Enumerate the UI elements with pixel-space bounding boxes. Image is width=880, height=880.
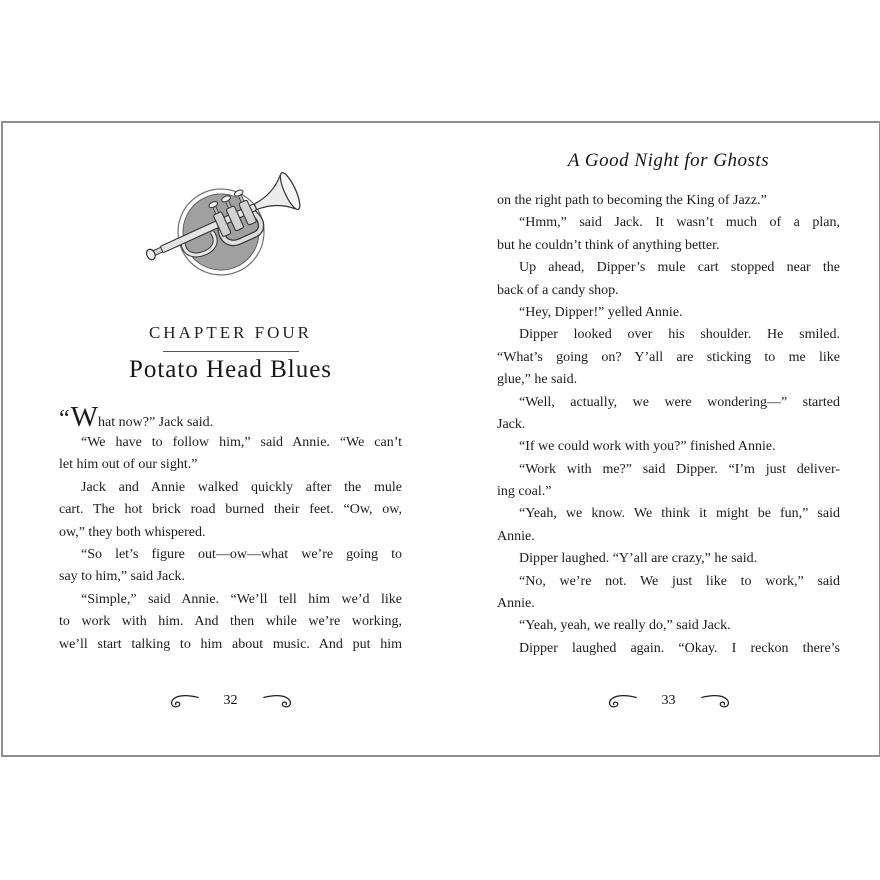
text-line: Dipper looked over his shoulder. He smiled.	[519, 327, 840, 343]
chapter-title: Potato Head Blues	[128, 356, 333, 383]
text-line: on the right path to becoming the King of Jazz.”	[497, 193, 767, 208]
opening-quote: “	[59, 406, 71, 432]
opening-line-rest: hat now?” Jack said.	[98, 415, 214, 430]
text-line: “Yeah, we know. We think it might be fun,” said	[519, 506, 840, 522]
text-line: ow,” they both whispered.	[59, 524, 206, 540]
book-spread	[1, 121, 880, 757]
text-line: “Hmm,” said Jack. It wasn’t much of a plan,	[519, 215, 840, 231]
page-right	[497, 123, 840, 755]
text-line: “Well, actually, we were wondering—” started	[519, 394, 840, 410]
page-number: 33	[661, 693, 676, 708]
text-line: ing coal.”	[497, 484, 552, 500]
trumpet-illustration	[135, 161, 317, 299]
swirl-ornament-icon	[262, 693, 294, 709]
page-footer-left	[59, 693, 402, 709]
text-line: Dipper laughed. “Y’all are crazy,” he said.	[519, 551, 758, 567]
text-line: “What’s going on? Y’all are sticking to me like	[497, 349, 840, 365]
text-line: “Work with me?” said Dipper. “I’m just deliver-	[519, 461, 840, 477]
text-line: Up ahead, Dipper’s mule cart stopped near the	[519, 260, 840, 276]
text-line: “Simple,” said Annie. “We’ll tell him we’d like	[81, 591, 402, 607]
text-line: cart. The hot brick road burned their feet. “Ow, ow,	[59, 502, 402, 518]
text-line: “So let’s figure out—ow—what we’re going to	[81, 546, 402, 562]
body-text-left	[59, 403, 402, 656]
text-line: Jack and Annie walked quickly after the mule	[81, 479, 402, 495]
page-number: 32	[223, 693, 238, 708]
text-line: “Hey, Dipper!” yelled Annie.	[519, 304, 683, 320]
swirl-ornament-icon	[700, 693, 732, 709]
text-line: “We have to follow him,” said Annie. “We can’t	[81, 435, 402, 450]
text-line: “No, we’re not. We just like to work,” said	[519, 573, 840, 589]
text-line: we’ll start talking to him about music. And put him	[59, 636, 402, 652]
swirl-ornament-icon	[168, 693, 200, 709]
text-line: Annie.	[497, 596, 535, 612]
text-line: “Yeah, yeah, we really do,” said Jack.	[519, 618, 731, 634]
text-line: Jack.	[497, 416, 526, 432]
text-line: glue,” he said.	[497, 372, 578, 388]
page-left	[59, 123, 402, 755]
text-line: Dipper laughed again. “Okay. I reckon there’s	[519, 640, 840, 656]
drop-cap: W	[70, 401, 99, 433]
text-line: say to him,” said Jack.	[59, 569, 185, 585]
page-footer-right	[497, 693, 840, 709]
swirl-ornament-icon	[606, 693, 638, 709]
opening-line	[59, 403, 402, 432]
text-line: let him out of our sight.”	[59, 457, 198, 473]
text-line: to work with him. And then while we’re working,	[59, 614, 402, 630]
body-text-right	[497, 190, 840, 660]
text-line: Annie.	[497, 528, 535, 544]
running-header: A Good Night for Ghosts	[567, 150, 770, 171]
text-line: “If we could work with you?” finished Annie.	[519, 439, 776, 455]
chapter-rule	[163, 351, 299, 352]
chapter-label: CHAPTER FOUR	[148, 323, 313, 342]
text-line: but he couldn’t think of anything better.	[497, 237, 720, 253]
text-line: back of a candy shop.	[497, 282, 619, 298]
